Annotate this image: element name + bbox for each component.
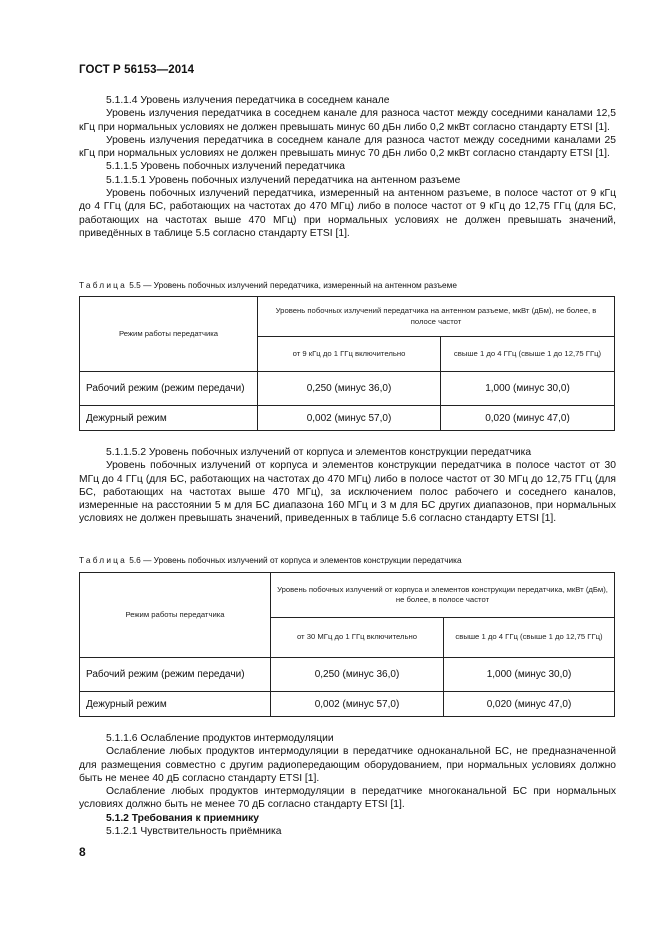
heading-5-1-1-5-1: 5.1.1.5.1 Уровень побочных излучений передатчика на антенном разъеме xyxy=(106,174,461,186)
page-number: 8 xyxy=(79,845,86,859)
row-mode: Рабочий режим (режим передачи) xyxy=(80,658,271,692)
row-mode: Дежурный режим xyxy=(80,406,258,431)
row-value-2: 0,020 (минус 47,0) xyxy=(444,692,615,717)
table-header-col2: свыше 1 до 4 ГГц (свыше 1 до 12,75 ГГц) xyxy=(441,337,615,372)
table-header-group: Уровень побочных излучений от корпуса и элементов конструкции передатчика, мкВт (дБм), не более, в полосе частот xyxy=(271,573,615,618)
section-5-1-1-6-block xyxy=(79,732,616,838)
table-header-group: Уровень побочных излучений передатчика на антенном разъеме, мкВт (дБм), не более, в полосе частот xyxy=(258,297,615,337)
table-header-col1: от 9 кГц до 1 ГГц включительно xyxy=(258,337,441,372)
table-header-col2: свыше 1 до 4 ГГц (свыше 1 до 12,75 ГГц) xyxy=(444,618,615,658)
section-5-1-1-4-block xyxy=(79,94,616,240)
paragraph: Уровень побочных излучений от корпуса и элементов конструкции передатчика в полосе частот от 30 МГц до 4 ГГц (для БС, работающих на частотах до 470 МГц) либо в полосе частот от 30 МГц до 12,75 ГГц (для БС, работающих на частотах выше 470 МГц), за исключением полос рабочего и соседнего каналов, измеренные на расстоянии 5 м для БС диапазона 160 МГц и 3 м для БС других диапазонов, при нормальных условиях не должен превышать значений, приведенных в таблице 5.6 согласно стандарту ETSI [1]. xyxy=(79,460,616,525)
caption-text: 5.6 — Уровень побочных излучений от корпуса и элементов конструкции передатчика xyxy=(126,555,462,565)
caption-text: 5.5 — Уровень побочных излучений передатчика, измеренный на антенном разъеме xyxy=(126,280,457,290)
table-row xyxy=(80,372,615,406)
caption-word: Таблица xyxy=(79,555,127,565)
row-mode: Дежурный режим xyxy=(80,692,271,717)
row-value-1: 0,250 (минус 36,0) xyxy=(258,372,441,406)
table-5-5-caption xyxy=(79,280,619,291)
section-5-1-1-5-2-block xyxy=(79,446,616,526)
heading-5-1-2: 5.1.2 Требования к приемнику xyxy=(106,812,260,824)
table-5-6-caption xyxy=(79,555,619,566)
table-row xyxy=(80,406,615,431)
table-header-mode: Режим работы передатчика xyxy=(80,297,258,372)
paragraph: Уровень побочных излучений передатчика, измеренный на антенном разъеме, в полосе частот от 9 кГц до 4 ГГц (для БС, работающих на частотах до 470 МГц) либо в полосе частот от 9 кГц до 12,75 ГГц (для БС, работающих на частотах выше 470 МГц) при нормальных условиях не должен превышать значений, приведённых в таблице 5.5 согласно стандарту ETSI [1]. xyxy=(79,188,616,239)
row-value-1: 0,002 (минус 57,0) xyxy=(258,406,441,431)
table-header-col1: от 30 МГц до 1 ГГц включительно xyxy=(271,618,444,658)
row-value-1: 0,002 (минус 57,0) xyxy=(271,692,444,717)
heading-5-1-1-5: 5.1.1.5 Уровень побочных излучений передатчика xyxy=(106,161,346,173)
paragraph: Уровень излучения передатчика в соседнем канале для разноса частот между соседними каналами 25 кГц при нормальных условиях не должен превышать минус 70 дБн либо 0,2 мкВт согласно стандарту ETSI [1]. xyxy=(79,134,616,160)
paragraph: Ослабление любых продуктов интермодуляции в передатчике одноканальной БС, не предназначенной для размещения совместно с другим радиопередающим оборудованием, при нормальных условиях должно быть не менее 40 дБ согласно стандарту ETSI [1]. xyxy=(79,746,616,784)
standard-header: ГОСТ Р 56153—2014 xyxy=(79,64,195,76)
table-5-6 xyxy=(79,572,615,717)
paragraph: Ослабление любых продуктов интермодуляции в передатчике многоканальной БС при нормальных условиях должно быть не менее 70 дБ согласно стандарту ETSI [1]. xyxy=(79,786,616,811)
table-row xyxy=(80,658,615,692)
heading-5-1-1-6: 5.1.1.6 Ослабление продуктов интермодуляции xyxy=(106,733,334,744)
row-value-1: 0,250 (минус 36,0) xyxy=(271,658,444,692)
heading-5-1-1-4: 5.1.1.4 Уровень излучения передатчика в соседнем канале xyxy=(106,95,390,106)
table-5-5 xyxy=(79,296,615,431)
heading-5-1-1-5-2: 5.1.1.5.2 Уровень побочных излучений от корпуса и элементов конструкции передатчика xyxy=(106,447,532,458)
paragraph: Уровень излучения передатчика в соседнем канале для разноса частот между соседними каналами 12,5 кГц при нормальных условиях не должен превышать минус 60 дБн либо 0,2 мкВт согласно стандарту ETSI [1]. xyxy=(79,108,616,133)
heading-5-1-2-1: 5.1.2.1 Чувствительность приёмника xyxy=(106,826,282,838)
row-value-2: 1,000 (минус 30,0) xyxy=(441,372,615,406)
row-mode: Рабочий режим (режим передачи) xyxy=(80,372,258,406)
table-row xyxy=(80,692,615,717)
table-header-mode: Режим работы передатчика xyxy=(80,573,271,658)
row-value-2: 0,020 (минус 47,0) xyxy=(441,406,615,431)
row-value-2: 1,000 (минус 30,0) xyxy=(444,658,615,692)
caption-word: Таблица xyxy=(79,280,127,290)
